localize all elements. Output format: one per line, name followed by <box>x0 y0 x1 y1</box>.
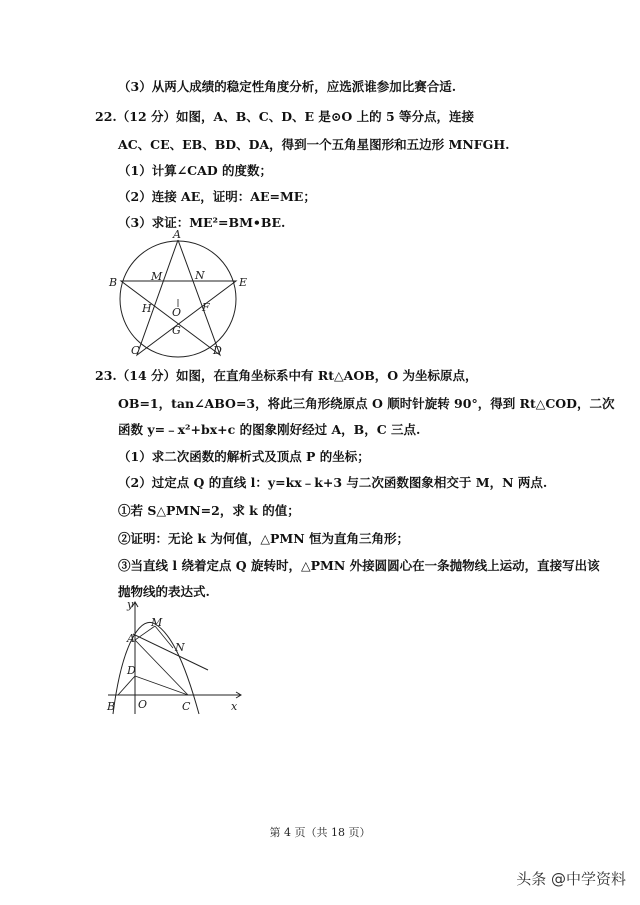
q23-part2-sub3-cont: 抛物线的表达式. <box>118 584 210 599</box>
label-D: D <box>127 664 136 677</box>
q23-part2-sub2: ②证明：无论 k 为何值，△PMN 恒为直角三角形； <box>118 531 409 546</box>
q23-stem-line1: 23.（14 分）如图，在直角坐标系中有 Rt△AOB，O 为坐标原点， <box>95 368 478 383</box>
label-N: N <box>195 269 205 282</box>
q22-part1: （1）计算∠CAD 的度数； <box>118 163 273 178</box>
page-footer: 第 4 页（共 18 页） <box>269 826 371 839</box>
pentagram-figure <box>105 228 265 358</box>
parabola-figure <box>103 596 253 721</box>
q23-part2-sub3: ③当直线 l 绕着定点 Q 旋转时，△PMN 外接圆圆心在一条抛物线上运动，直接写出该 <box>118 558 600 573</box>
label-y: y <box>127 598 134 611</box>
q23-part2: （2）过定点 Q 的直线 l：y=kx﹣k+3 与二次函数图象相交于 M，N 两点. <box>118 475 548 490</box>
q21-part3: （3）从两人成绩的稳定性角度分析，应选派谁参加比赛合适. <box>118 79 457 94</box>
watermark: 头条 @中学资料 <box>516 870 626 888</box>
label-E: E <box>239 276 248 289</box>
q23-stem-line2: OB=1，tan∠ABO=3，将此三角形绕原点 O 顺时针旋转 90°，得到 Rt△COD，二次 <box>118 396 615 411</box>
q22-part2: （2）连接 AE，证明：AE=ME； <box>118 189 316 204</box>
q22-stem-line1: 22.（12 分）如图，A、B、C、D、E 是⊙O 上的 5 等分点，连接 <box>95 109 475 124</box>
label-N: N <box>175 641 185 654</box>
label-M: M <box>151 270 163 283</box>
label-C: C <box>131 344 140 357</box>
label-x: x <box>231 700 238 713</box>
label-H: H <box>142 302 152 315</box>
label-O: O <box>138 698 148 711</box>
q22-stem-line2: AC、CE、EB、BD、DA，得到一个五角星图形和五边形 MNFGH. <box>118 137 510 152</box>
label-F: F <box>202 301 210 314</box>
q23-stem-line3: 函数 y=﹣x²+bx+c 的图象刚好经过 A，B，C 三点. <box>118 422 421 437</box>
label-C: C <box>182 700 191 713</box>
label-O: O <box>172 306 182 319</box>
label-B: B <box>107 700 116 713</box>
label-G: G <box>172 324 181 337</box>
q22-part3: （3）求证：ME²=BM•BE. <box>118 215 286 230</box>
label-A: A <box>173 228 181 241</box>
q23-part1: （1）求二次函数的解析式及顶点 P 的坐标； <box>118 449 370 464</box>
label-A: A <box>127 632 135 645</box>
label-M: M <box>151 616 163 629</box>
label-D: D <box>213 344 222 357</box>
q23-part2-sub1: ①若 S△PMN=2，求 k 的值； <box>118 503 300 518</box>
label-B: B <box>109 276 118 289</box>
